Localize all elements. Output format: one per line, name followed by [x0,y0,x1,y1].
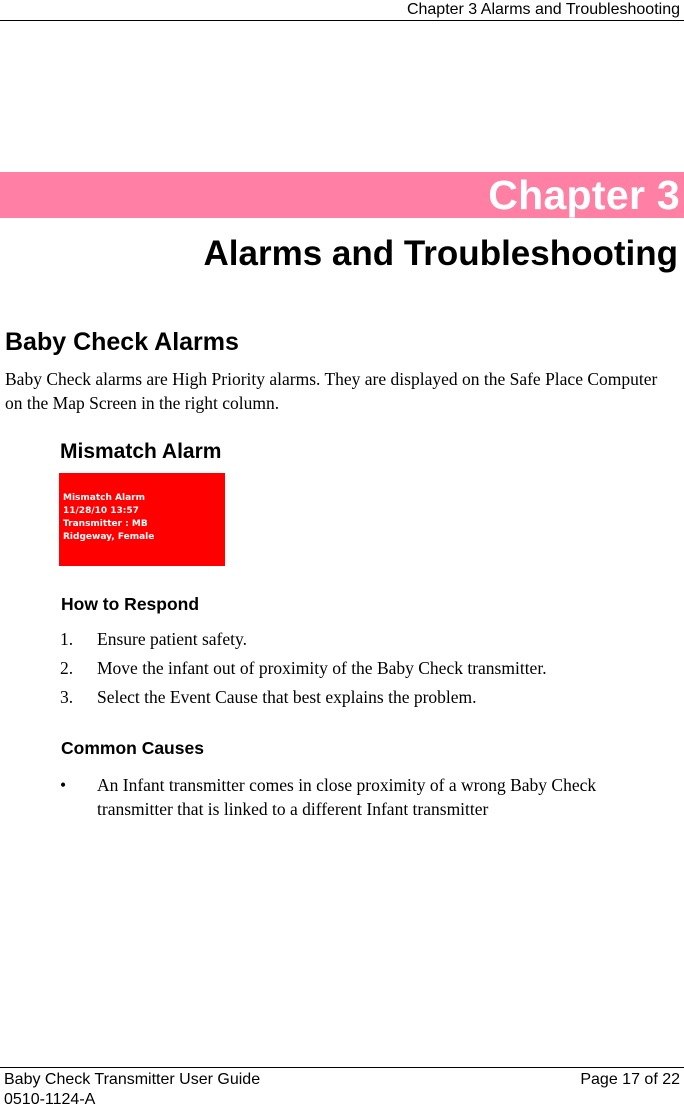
running-header: Chapter 3 Alarms and Troubleshooting [406,1,680,18]
footer-doc-number: 0510-1124-A [4,1091,96,1108]
step-text: Move the infant out of proximity of the Baby Check transmitter. [97,658,547,678]
alarm-line-transmitter: Transmitter : MB [63,519,148,529]
mismatch-alarm-image [59,473,225,566]
list-item [60,773,660,823]
footer-doc-title: Baby Check Transmitter User Guide [4,1071,261,1088]
footer-rule [0,1067,684,1068]
header-rule [0,20,684,21]
step-number: 3. [60,687,74,707]
chapter-label: Chapter 3 [488,171,680,218]
chapter-banner [0,172,684,218]
step-number: 2. [60,658,74,678]
cause-text: An Infant transmitter comes in close proximity of a wrong Baby Check transmitter that is linked to a different Infant transmitter [97,775,597,819]
alarm-line-type: Mismatch Alarm [63,493,145,503]
footer-page-number: Page 17 of 22 [580,1071,680,1088]
alarm-line-patient: Ridgeway, Female [63,532,155,542]
chapter-title: Alarms and Troubleshooting [203,234,678,273]
causes-heading: Common Causes [61,738,204,758]
step-text: Select the Event Cause that best explains the problem. [97,687,477,707]
alarm-line-timestamp: 11/28/10 13:57 [63,506,139,516]
section-body: Baby Check alarms are High Priority alarms. They are displayed on the Safe Place Computer on the Map Screen in the right column. [5,369,658,413]
bullet-glyph: • [60,775,67,795]
step-number: 1. [60,629,74,649]
respond-heading: How to Respond [61,594,200,614]
section-heading: Baby Check Alarms [5,328,239,356]
subsection-heading: Mismatch Alarm [60,440,222,463]
step-text: Ensure patient safety. [97,629,247,649]
